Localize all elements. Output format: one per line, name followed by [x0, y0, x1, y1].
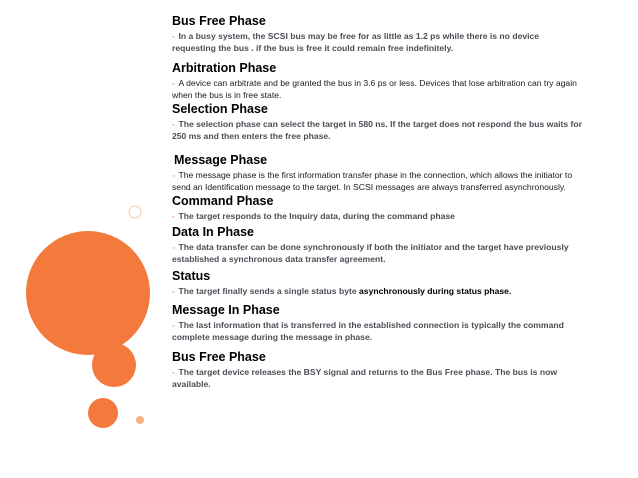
bullet-icon: ▫ — [172, 122, 175, 129]
slide-content — [172, 14, 582, 389]
section-text: ▫ A device can arbitrate and be granted the bus in 3.6 ps or less. Devices that lose arbitration can try again when the bus is in free state. — [172, 78, 577, 100]
bullet-icon: ▫ — [172, 245, 175, 252]
bullet-icon: ▫ — [172, 370, 175, 377]
section-heading: Selection Phase — [172, 102, 268, 116]
bullet-icon: ▫ — [172, 323, 175, 330]
section-bus-free-phase-end — [172, 350, 582, 389]
bullet-icon: ▫ — [172, 81, 175, 88]
section-heading: Command Phase — [172, 194, 274, 208]
section-selection-phase — [172, 102, 582, 141]
bullet-icon: ▫ — [172, 289, 175, 296]
bullet-icon: ▫ — [172, 173, 175, 180]
section-bus-free-phase — [172, 14, 582, 53]
large-orange-circle — [26, 231, 150, 355]
section-text: ▫ The target device releases the BSY signal and returns to the Bus Free phase. The bus is now available. — [172, 367, 558, 389]
section-arbitration-phase — [172, 61, 582, 100]
section-data-in-phase — [172, 225, 582, 264]
section-text: ▫ The selection phase can select the target in 580 ns. If the target does not respond the bus waits for 250 ms and then enters the free phase. — [172, 119, 583, 141]
section-heading: Bus Free Phase — [172, 14, 266, 28]
light-orange-dot — [136, 416, 144, 424]
section-message-phase — [172, 153, 582, 192]
bullet-icon: ▫ — [172, 214, 175, 221]
section-text: ▫ The target finally sends a single status byte asynchronously during status phase. — [172, 286, 512, 296]
section-text: ▫ In a busy system, the SCSI bus may be free for as little as 1.2 ps while there is no device requesting the bus . if the bus is free it could remain free indefinitely. — [172, 31, 540, 53]
section-text: ▫ The last information that is transferred in the established connection is typically the command complete message during the message in phase. — [172, 320, 564, 342]
section-text: ▫ The message phase is the first information transfer phase in the connection, which allows the initiator to send an Identification message to the target. In SCSI messages are always transferred asynchronously. — [172, 170, 573, 192]
bullet-icon: ▫ — [172, 34, 175, 41]
top-faint-circle — [129, 206, 141, 218]
section-heading: Status — [172, 269, 211, 283]
section-heading: Bus Free Phase — [172, 350, 266, 364]
section-text: ▫ The data transfer can be done synchronously if both the initiator and the target have previously established a synchronous data transfer agreement. — [172, 242, 569, 264]
small-orange-circle — [88, 398, 118, 428]
section-heading: Data In Phase — [172, 225, 254, 239]
section-heading: Message Phase — [174, 153, 268, 167]
section-heading: Message In Phase — [172, 303, 280, 317]
emphasized-text: asynchronously during status phase — [359, 286, 509, 296]
section-command-phase — [172, 194, 582, 223]
section-status — [172, 269, 582, 298]
section-heading: Arbitration Phase — [172, 61, 277, 75]
section-message-in-phase — [172, 303, 582, 342]
medium-orange-circle — [92, 343, 136, 387]
section-text: ▫ The target responds to the Inquiry data, during the command phase — [172, 211, 455, 221]
